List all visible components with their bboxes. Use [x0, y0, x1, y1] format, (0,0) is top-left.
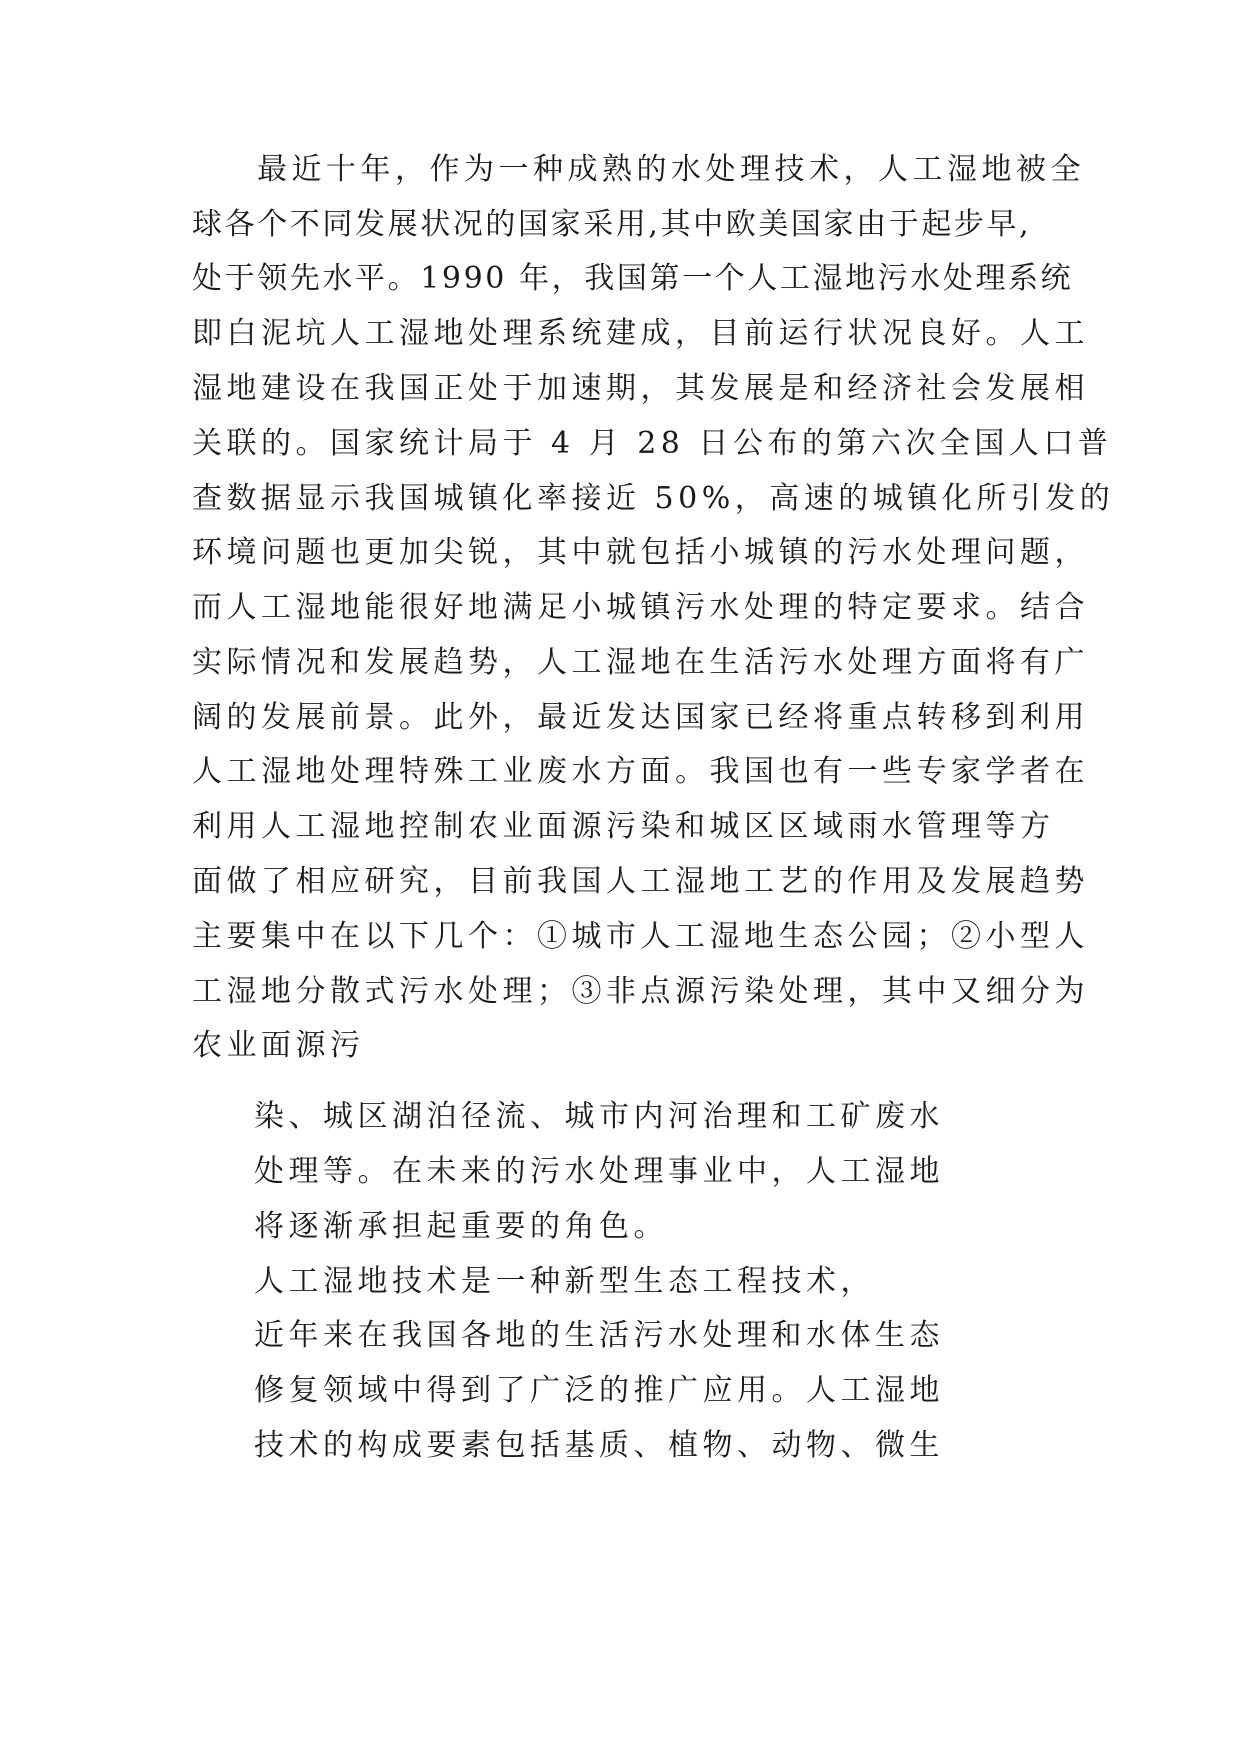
text-line: 人工湿地技术是一种新型生态工程技术，: [254, 1264, 875, 1299]
text-line: 处于领先水平。1990 年，我国第一个人工湿地污水处理系统: [192, 261, 1074, 296]
text-line: 环境问题也更加尖锐，其中就包括小城镇的污水处理问题，: [192, 535, 1089, 570]
text-line: 最近十年，作为一种成熟的水处理技术，人工湿地被全: [257, 152, 1085, 187]
text-line: 即白泥坑人工湿地处理系统建成，目前运行状况良好。人工: [192, 316, 1089, 351]
text-line: 人工湿地处理特殊工业废水方面。我国也有一些专家学者在: [192, 754, 1089, 789]
text-line: 查数据显示我国城镇化率接近 50%，高速的城镇化所引发的: [192, 481, 1115, 516]
text-line: 将逐渐承担起重要的角色。: [254, 1209, 668, 1244]
text-line: 工湿地分散式污水处理；③非点源污染处理，其中又细分为: [192, 974, 1089, 1009]
text-line: 球各个不同发展状况的国家采用,其中欧美国家由于起步早,: [192, 207, 1032, 242]
text-line: 实际情况和发展趋势，人工湿地在生活污水处理方面将有广: [192, 645, 1089, 680]
text-line: 阔的发展前景。此外，最近发达国家已经将重点转移到利用: [192, 700, 1089, 735]
text-line: 染、城区湖泊径流、城市内河治理和工矿废水: [254, 1099, 944, 1134]
text-line: 农业面源污: [192, 1028, 365, 1063]
text-line: 近年来在我国各地的生活污水处理和水体生态: [254, 1318, 944, 1353]
text-line: 湿地建设在我国正处于加速期，其发展是和经济社会发展相: [192, 371, 1089, 406]
text-line: 主要集中在以下几个：①城市人工湿地生态公园；②小型人: [192, 919, 1089, 954]
text-line: 处理等。在未来的污水处理事业中，人工湿地: [254, 1154, 944, 1189]
text-line: 修复领域中得到了广泛的推广应用。人工湿地: [254, 1373, 944, 1408]
text-line: 利用人工湿地控制农业面源污染和城区区域雨水管理等方: [192, 809, 1055, 844]
text-line: 关联的。国家统计局于 4 月 28 日公布的第六次全国人口普: [192, 426, 1113, 461]
text-line: 技术的构成要素包括基质、植物、动物、微生: [254, 1428, 944, 1463]
text-line: 面做了相应研究，目前我国人工湿地工艺的作用及发展趋势: [192, 864, 1089, 899]
text-line: 而人工湿地能很好地满足小城镇污水处理的特定要求。结合: [192, 590, 1089, 625]
